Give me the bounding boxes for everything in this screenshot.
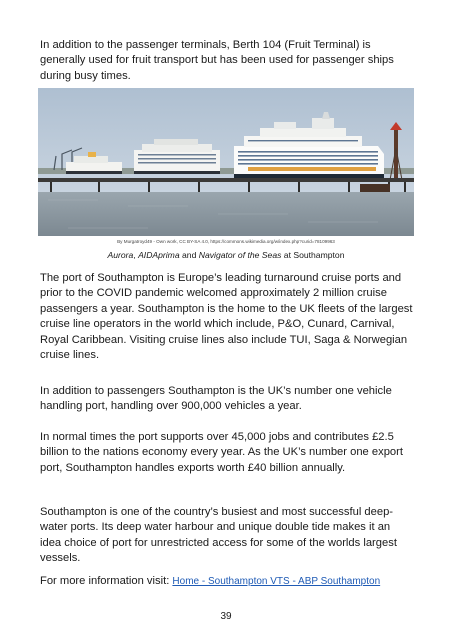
paragraph-cruise-port: The port of Southampton is Europe’s leading turnaround cruise ports and prior to the COVID pandemic welcomed approximately 2 million cruise passengers a year. Southampton is the home to the UK fleets of the largest cruise line operators in the world which include, P&O, Cunard, Carnival, Royal Caribbean. Visiting cruise lines also include TUI, Saga & Norwegian cruise lines. xyxy=(40,272,413,362)
photo-cruise-ships xyxy=(38,88,414,236)
caption-separator: and xyxy=(179,250,199,260)
caption-ship-navigator: Navigator of the Seas xyxy=(198,250,282,260)
southampton-vts-link[interactable]: Home - Southampton VTS - ABP Southampton xyxy=(172,576,381,587)
photo-credit: By Murgatroyd49 - Own work, CC BY-SA 4.0, https://commons.wikimedia.org/w/index.php?curid=78109963 xyxy=(117,239,335,244)
more-info-label: For more information visit: xyxy=(40,575,173,587)
caption-ship-aurora: Aurora xyxy=(107,250,134,260)
paragraph-berth-104: In addition to the passenger terminals, Berth 104 (Fruit Terminal) is generally used for fruit transport but has been used for passenger ships during busy times. xyxy=(40,39,394,82)
caption-location: at Southampton xyxy=(281,250,345,260)
paragraph-jobs-economy: In normal times the port supports over 45,000 jobs and contributes £2.5 billion to the nations economy every year. As the UK’s number one export port, Southampton handles exports worth £40 billion annually. xyxy=(40,431,403,474)
caption-ship-aidaprima: AIDAprima xyxy=(138,250,180,260)
page-number: 39 xyxy=(220,611,232,622)
caption-separator: , xyxy=(133,250,139,260)
paragraph-deep-water: Southampton is one of the country’s busiest and most successful deep-water ports. Its deep water harbour and unique double tide makes it an idea choice of port for unrestricted access for some of the worlds largest vessels. xyxy=(40,506,397,565)
photo-caption xyxy=(38,250,414,261)
more-info-line xyxy=(40,574,414,589)
paragraph-vehicles: In addition to passengers Southampton is the UK’s number one vehicle handling port, handling over 900,000 vehicles a year. xyxy=(40,385,392,413)
